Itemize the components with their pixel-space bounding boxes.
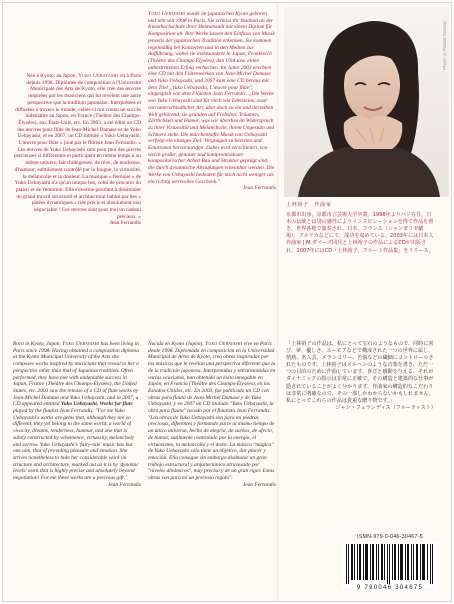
barcode-digits: 9 790046 304675 [356, 585, 424, 591]
english-body-end: played by the flautist Jean Ferrandis. "For me Yuko Uebayashi's works are gems that, although they are so different, they yet belong to the same world, a world of vivacity, dreams, tenderness, humour, and one that is subtly constructed by vehemence, virtuosity, melancholy and sorrow. Yuko Uebayashi's 'fairy-tale' music has but one aim, that of providing pleasure and emotion. She strives nonetheless to hide her considerable work on structure and architecture, marked out as it is by 'dynamic levels' work that is highly precise and absolutely beyond negotiation! For me these works are a precious gift." [13, 408, 139, 482]
japanese-title: 上林裕子 作曲家 [286, 202, 332, 208]
english-signature: Jean Ferrandis [107, 481, 141, 488]
japanese-biography [286, 202, 436, 255]
spanish-signature: Jean Ferrandis [242, 481, 276, 488]
english-intro: Born in Kyoto, Japan, [13, 341, 63, 347]
spanish-biography [148, 341, 276, 488]
english-cd-title: Yuko Uebayashi, Works for flute [60, 401, 133, 408]
french-signature: Jean Ferrandis [109, 220, 141, 227]
booklet-page [2, 2, 452, 602]
english-paragraph [13, 341, 141, 482]
page-crease [276, 3, 279, 602]
spanish-intro: Nacida en Kyoto (Japón), [148, 341, 206, 347]
barcode [342, 542, 438, 588]
german-biography [148, 11, 276, 192]
spanish-body: vive en París desde 1998. Diplomada en composición en la Universidad Municipal de Artes de Kyoto, crea obras inspiradas por los músicos que le revelan una perspectiva diferente que la de la tradición japonesa. Interpretadas y retransmitidas en varias ocasiones, han obtenido un éxito innegable en Japón, en Francia (Théâtre des Champs-Élysées), en los Estados-Unidos, etc. En 2003, fue publicado un CD con obras para flauta de Jean-Michel Damase y de Yuko Uebayashi, y en 2007 un CD titulado "Yuko Uebayashi, la obra para flauta" tocado por el flautista Jean Ferrandis. "Las obras de Yuko Uebayashi son para mí piedras preciosas, diferentes y formando parte al mismo tiempo de un único universo, hecho de alegría, de sueños, de afecto, de humor, sutilmente controlado por la energía, el virtuosismo, la melancolía y el dolor. La música "mágica" de Yuko Uebayashi sólo tiene un objetivo, dar placer y emoción. Ella consigue sin embargo disimular un gran trabajo estructural y arquitectónico atravesado por "niveles dinámicos", muy preciso y de un gran rigor. Estas obras son para mí un precioso regalo". [148, 341, 276, 482]
english-body: has been living in Paris since 1998. Having obtained a composition diploma at the Kyoto Municipal University of the Arts she composes works inspired by musicians that reveal to her a perspective other than that of Japanese tradition. Often performed, they have met with undeniable success in Japan, France (Théâtre des Champs-Élysées), the United States, etc. 2003 saw the release of a CD of flute works by Jean-Michel Damase and Yuko Uebayashi, and in 2007, a CD appeared entitled [13, 341, 139, 408]
ismn-label: ISMN-979-0-046-30467-5 [357, 534, 423, 540]
photo-credit: Photo © Pascal Gazeau [442, 21, 447, 70]
french-intro: Née à Kyoto, au Japon, [26, 73, 79, 79]
german-paragraph [148, 11, 276, 185]
japanese-signature: ジャン・フェランディス（フルーティスト） [335, 404, 436, 411]
german-signature: Jean Ferrandis [242, 185, 276, 192]
spanish-paragraph [148, 341, 276, 482]
composer-portrait [284, 7, 449, 197]
composer-name: Yuko Uebayashi [148, 11, 186, 17]
japanese-paragraph: 京都市出身。京都市立芸術大学卒業。1998年よりパリ在住。日本の伝統とは別の感性によりインスピレーションを得て作品を書き、世界各地で演奏され、日本、フランス（シャンゼリゼ劇場）、アメリカなどにて、成功を収めている。2003年には日本人作曲家 J.M.ダマーズ同氏と上林裕子の作品によるCDが出版され、2007年にはCD「上林裕子、フルート作品集」をリリース。 [286, 212, 434, 254]
french-body: vit à Paris depuis 1998. Diplômée de composition à l'Université Municipale des Arts de Kyoto, elle crée des œuvres inspirées par les musiciens qui lui révèlent une autre perspective que la tradition japonaise. Interprétées et diffusées à travers le monde, celles-ci ont connu un succès indéniable au Japon, en France (Théâtre des Champs-Élysées), aux États-Unis, etc. En 2003, a été édité un CD des œuvres pour flûte de Jean-Michel Damase et de Yuko Uebayashi, et en 2007, un CD intitulé « Yuko Uebayashi, L'œuvre pour flûte » joué par le flûtiste Jean Ferrandis. « Les œuvres de Yuko Uebayashi sont pour moi des pierres précieuses si différentes et participent en même temps à un même univers, fait d'allégresse, de rêve, de tendresse, d'humour, subtilement contrôlé par la fougue, la virtuosité, la mélancolie et la douleur. La musique « féerique » de Yuko Uebayashi n'a qu'un unique but, celui de procurer du plaisir et de l'émotion. Elle s'évertue pourtant à dissimuler un grand travail structurel et architectural habité par des « pâtées dynamiques » très précis et absolument non négociable ! Ces œuvres sont pour moi un cadeau précieux. » [14, 73, 141, 220]
english-biography [13, 341, 141, 488]
composer-name: Yuko Uebayashi [205, 341, 243, 347]
japanese-quote [286, 341, 436, 412]
composer-name: Yuko Uebayashi [62, 341, 100, 347]
german-body: wurde im japanischen Kyoto geboren und lebt seit 1998 in Paris. Sie schloss ihr Studium an der Kunsthochschule ihrer Heimatstadt mit einem Diplom für Komposition ab. Ihre Werke lassen den Einfluss von Musik jenseits der japanischen Tradition erkennen. Sie kommen regelmäßig bei Konzerten und in den Medien zur Aufführung, wobei sie insbesondere in Japan, Frankreich (Théâtre des Champs-Élysées), den USA usw. einen unbestrittenen Erfolg verbuchen. Im Jahre 2003 erschien eine CD mit den Flötenwerken von Jean-Michel Damase und Yuko Uebayashi, und 2007 kam eine CD heraus mit dem Titel „Yuko Uebayashi, L'œuvre pour flûte", eingespielt von dem Flötisten Jean Ferrandis. „Die Werke von Yuko Uebayashi sind für mich wie Edelsteine, zwar von unterschiedlicher Art, aber doch zu ein und derselben Welt gehörend, sie gründen auf Frohsinn, Träumen, Zärtlichkeit und Humor, was wir überdies im Widerspruch zu ihrer Virtuosität und Melancholie, ihrem Ungestüm und Schmerz steht. Die märchenhafte Musik von Uebayashi verfolgt ein einziges Ziel: Vergnügen zu bereiten und Emotionen hervorzurufen. Dabei wird verschleiert, von welch großer, genauer und kompromissloser kompositorischer Arbeit Bau und Struktur geprägt sind, die durch dynamische Abstufungen erkennbar werden. Die Werke von Uebayashi bedeuten für mich nicht weniger als ein richtig wertvolles Geschenk." [148, 11, 275, 185]
portrait-illustration [284, 7, 449, 197]
barcode-bars [342, 542, 438, 584]
composer-name: Yuko Uebayashi [78, 73, 119, 79]
japanese-quote-text: 「上林裕子の作品は、私にとって宝石のようなもので、同時に喜び、夢、優しさ、ユーモアなどで構成された一つの世界に属し、情熱、名人芸、メランコリー、苦悩などの繊細にコントロールされたものです。上林裕子はメルヘンのような音楽を書き、ただ一つの目的のために作曲しています。喜びと感動を与える、それがダイナミックの指示は非常に正確で、その構造と建築的な仕事が隠されていることがよく分かります。作曲家の構造的なこだわりは非常に明確なので、その一部しかわからないかもしれません。私にとってこれらの作品は貴重な贈り物です。」 [286, 341, 434, 404]
french-biography [13, 73, 141, 227]
french-paragraph [13, 73, 141, 220]
